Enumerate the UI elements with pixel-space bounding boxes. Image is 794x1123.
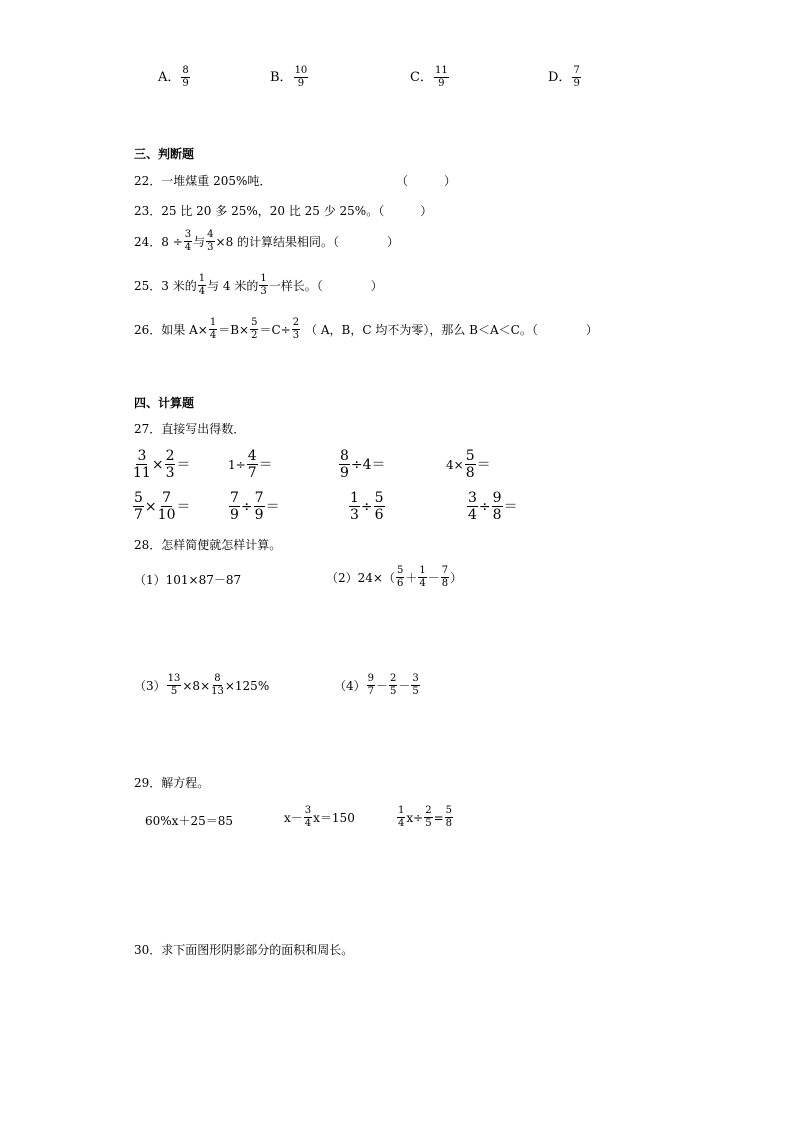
question-25 xyxy=(134,274,383,297)
q28-part-2-op-1: ＋ xyxy=(405,570,418,585)
q29-equation-3 xyxy=(396,806,454,829)
option-c-letter: C． xyxy=(410,70,433,85)
q28-part-4-fraction-3: $\frac{3}{5}$ xyxy=(412,673,419,697)
q29-eq3-fraction-1: $\frac{1}{4}$ xyxy=(398,805,405,829)
q25-text-pre: 25．3 米的 xyxy=(134,278,197,293)
q29-equation-2 xyxy=(284,806,355,829)
q27-item-2-equals: ＝ xyxy=(258,456,273,473)
q28-part-4-fraction-2: $\frac{2}{5}$ xyxy=(390,673,397,697)
q24-text-mid: 与 xyxy=(193,234,206,249)
option-b-fraction: $\frac{10}{9}$ xyxy=(294,65,308,89)
q27-item-4-equals: ＝ xyxy=(476,456,491,473)
q28-part-4 xyxy=(334,674,421,697)
q27-item-1-fraction-b: $\frac{2}{3}$ xyxy=(165,448,175,481)
question-24 xyxy=(134,230,399,253)
q27-item-1-fraction-a: $\frac{3}{11}$ xyxy=(133,448,151,481)
option-d[interactable] xyxy=(548,66,582,89)
q25-text-mid: 与 4 米的 xyxy=(207,278,259,293)
section-4-title: 四、计算题 xyxy=(134,396,195,410)
q28-part-3-fraction-1: $\frac{13}{5}$ xyxy=(167,673,181,697)
q27-item-1-operator: × xyxy=(151,456,164,473)
q29-eq3-mid: x÷ xyxy=(406,810,424,825)
q24-text-pre: 24．8 ÷ xyxy=(134,234,183,249)
option-b-letter: B． xyxy=(270,70,293,85)
question-23: 23．25 比 20 多 25%，20 比 25 少 25%。（ ） xyxy=(134,204,433,218)
q27-item-4-fraction: $\frac{5}{8}$ xyxy=(465,448,475,481)
q27-item-8-equals: ＝ xyxy=(503,498,518,515)
q27-item-7 xyxy=(348,491,386,522)
q28-part-4-op-2: － xyxy=(398,678,411,693)
q27-item-7-fraction-a: $\frac{1}{3}$ xyxy=(350,490,359,523)
q28-part-2-op-2: － xyxy=(427,570,440,585)
section-3-title: 三、判断题 xyxy=(134,147,195,161)
q27-item-8-fraction-b: $\frac{9}{8}$ xyxy=(492,490,502,523)
q29-eq2-fraction: $\frac{3}{4}$ xyxy=(304,805,312,829)
q27-item-3 xyxy=(338,449,386,480)
q26-text-pre: 26．如果 A× xyxy=(134,322,208,337)
q28-part-2 xyxy=(326,566,462,589)
q28-part-4-prefix: （4） xyxy=(334,678,366,693)
q29-eq2-prefix: x－ xyxy=(284,810,303,825)
option-a-fraction: $\frac{8}{9}$ xyxy=(182,65,189,89)
q27-item-2-fraction: $\frac{4}{7}$ xyxy=(247,448,257,481)
option-b[interactable] xyxy=(270,66,309,89)
q28-part-3-suffix: ×125% xyxy=(224,678,270,693)
q27-item-6-fraction-b: $\frac{7}{9}$ xyxy=(254,490,264,523)
q27-item-6-equals: ＝ xyxy=(265,498,280,515)
question-22-answer-paren[interactable]: （ ） xyxy=(396,174,457,188)
q27-item-8-fraction-a: $\frac{3}{4}$ xyxy=(468,490,477,523)
q27-item-6 xyxy=(228,491,280,522)
q26-fraction-1: $\frac{1}{4}$ xyxy=(209,317,217,341)
q27-item-1-equals: ＝ xyxy=(176,456,191,473)
option-d-letter: D． xyxy=(548,70,572,85)
q26-text-mid-2: ＝C÷ xyxy=(259,322,291,337)
option-c[interactable] xyxy=(410,66,450,89)
q27-item-1 xyxy=(132,449,190,480)
q28-part-3-prefix: （3） xyxy=(134,678,166,693)
question-27-title: 27．直接写出得数． xyxy=(134,422,246,436)
q24-fraction-1: $\frac{3}{4}$ xyxy=(184,229,192,253)
q25-fraction-2: $\frac{1}{3}$ xyxy=(260,273,267,297)
option-d-fraction: $\frac{7}{9}$ xyxy=(573,65,580,89)
q28-part-1: （1）101×87－87 xyxy=(134,573,242,587)
q27-item-5-fraction-b: $\frac{7}{10}$ xyxy=(157,490,176,523)
q27-item-8-operator: ÷ xyxy=(478,498,491,515)
q28-part-2-fraction-1: $\frac{5}{6}$ xyxy=(396,565,404,589)
q27-item-6-fraction-a: $\frac{7}{9}$ xyxy=(230,490,239,523)
q29-equation-1: 60%x＋25＝85 xyxy=(145,814,233,828)
q27-item-8 xyxy=(466,491,518,522)
q29-eq3-fraction-3: $\frac{5}{8}$ xyxy=(445,805,453,829)
q28-part-2-fraction-3: $\frac{7}{8}$ xyxy=(441,565,449,589)
q29-eq2-suffix: x＝150 xyxy=(313,810,355,825)
q27-item-2 xyxy=(228,449,273,480)
option-a-letter: A． xyxy=(158,70,181,85)
q26-text-mid-1: ＝B× xyxy=(218,322,250,337)
q29-eq3-fraction-2: $\frac{2}{5}$ xyxy=(425,805,432,829)
q27-item-5-fraction-a: $\frac{5}{7}$ xyxy=(134,490,143,523)
q27-item-7-operator: ÷ xyxy=(360,498,373,515)
q27-item-5-equals: ＝ xyxy=(176,498,191,515)
q28-part-2-prefix: （2）24×（ xyxy=(326,570,395,585)
q26-text-post: （ A，B，C 均不为零），那么 B＜A＜C。（ ） xyxy=(305,322,598,337)
q27-item-7-fraction-b: $\frac{5}{6}$ xyxy=(374,490,384,523)
q27-item-5-operator: × xyxy=(144,498,157,515)
q28-part-2-fraction-2: $\frac{1}{4}$ xyxy=(419,565,426,589)
q28-part-4-fraction-1: $\frac{9}{7}$ xyxy=(367,673,375,697)
q27-item-4-prefix: 4× xyxy=(446,457,464,472)
option-c-fraction: $\frac{11}{9}$ xyxy=(434,65,448,89)
q28-part-4-op-1: － xyxy=(376,678,389,693)
q27-item-5 xyxy=(132,491,190,522)
q25-text-post: 一样长。（ ） xyxy=(268,278,383,293)
q28-part-2-suffix: ） xyxy=(450,570,463,585)
q28-part-3-mid: ×8× xyxy=(182,678,211,693)
question-29-title: 29．解方程。 xyxy=(134,776,210,790)
question-28-title: 28．怎样简便就怎样计算。 xyxy=(134,538,282,552)
question-26 xyxy=(134,318,598,341)
q25-fraction-1: $\frac{1}{4}$ xyxy=(198,273,206,297)
q26-fraction-3: $\frac{2}{3}$ xyxy=(292,317,300,341)
q27-item-3-fraction: $\frac{8}{9}$ xyxy=(340,448,349,481)
q28-part-3-fraction-2: $\frac{8}{13}$ xyxy=(211,673,224,697)
q26-fraction-2: $\frac{5}{2}$ xyxy=(251,317,258,341)
q27-item-6-operator: ÷ xyxy=(240,498,253,515)
q24-text-post: ×8 的计算结果相同。（ ） xyxy=(215,234,400,249)
q27-item-3-suffix: ÷4＝ xyxy=(350,456,386,473)
q27-item-2-prefix: 1÷ xyxy=(228,457,246,472)
question-30: 30．求下面图形阴影部分的面积和周长。 xyxy=(134,943,354,957)
q27-item-4 xyxy=(446,449,491,480)
question-22: 22．一堆煤重 205%吨． xyxy=(134,174,272,188)
option-a[interactable] xyxy=(158,66,191,89)
q28-part-3 xyxy=(134,674,269,697)
q29-eq3-equals: = xyxy=(433,810,444,825)
q24-fraction-2: $\frac{4}{3}$ xyxy=(207,229,214,253)
